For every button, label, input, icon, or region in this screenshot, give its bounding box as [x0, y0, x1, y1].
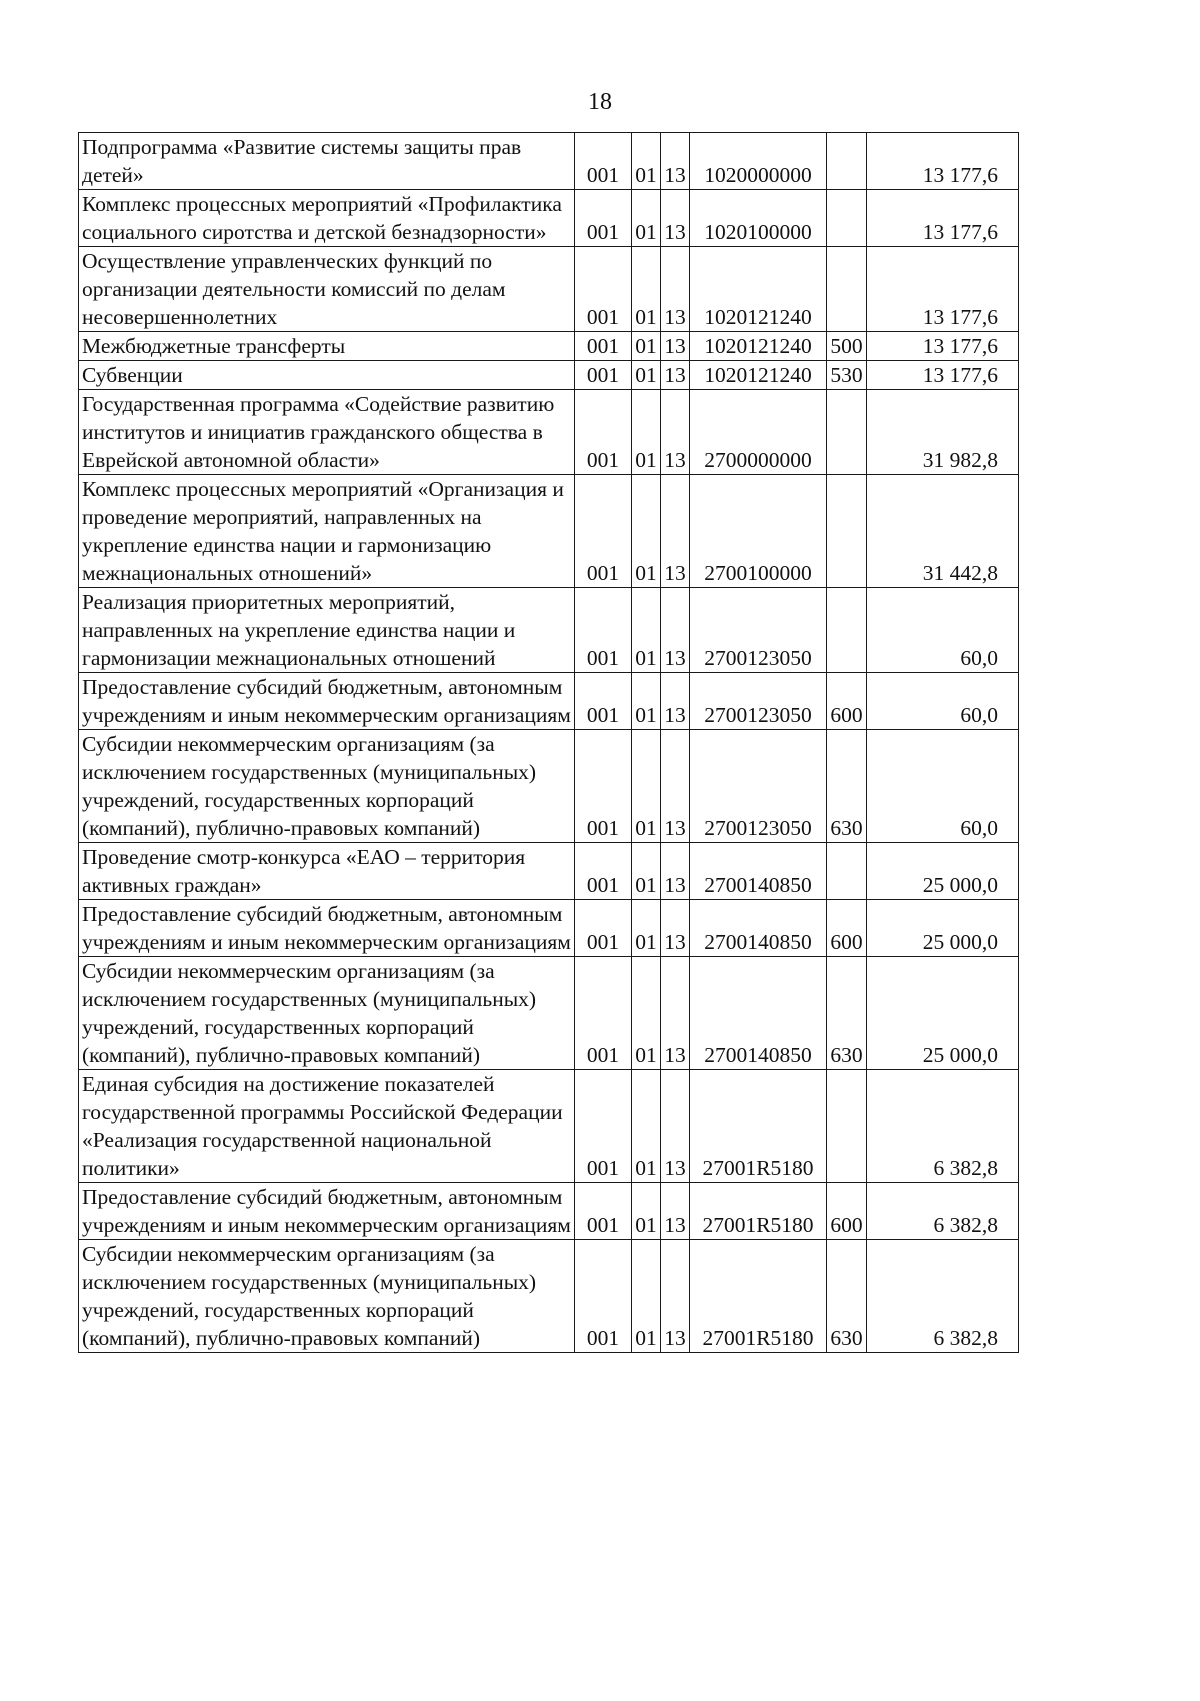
row-amount: 6 382,8: [867, 1240, 1019, 1353]
row-amount: 13 177,6: [867, 190, 1019, 247]
row-expense-type: [827, 190, 867, 247]
row-amount: 13 177,6: [867, 247, 1019, 332]
row-amount: 13 177,6: [867, 361, 1019, 390]
row-amount: 6 382,8: [867, 1070, 1019, 1183]
row-section-code: 01: [632, 332, 661, 361]
row-expense-type: 600: [827, 1183, 867, 1240]
table-row: [79, 843, 1019, 900]
table-row: [79, 900, 1019, 957]
row-target-article: 1020121240: [690, 361, 827, 390]
budget-table: [78, 132, 1019, 1353]
row-subsection-code: 13: [661, 390, 690, 475]
row-name: Государственная программа «Содействие развитию институтов и инициатив гражданского общества в Еврейской автономной области»: [79, 390, 575, 475]
row-section-code: 01: [632, 247, 661, 332]
row-target-article: 27001R5180: [690, 1183, 827, 1240]
row-subsection-code: 13: [661, 588, 690, 673]
table-row: [79, 475, 1019, 588]
row-target-article: 1020100000: [690, 190, 827, 247]
row-subsection-code: 13: [661, 190, 690, 247]
row-name: Комплекс процессных мероприятий «Организация и проведение мероприятий, направленных на укрепление единства нации и гармонизацию межнациональных отношений»: [79, 475, 575, 588]
row-name: Субсидии некоммерческим организациям (за исключением государственных (муниципальных) учреждений, государственных корпораций (компаний), публично-правовых компаний): [79, 1240, 575, 1353]
row-target-article: 2700140850: [690, 957, 827, 1070]
row-subsection-code: 13: [661, 1240, 690, 1353]
row-name: Реализация приоритетных мероприятий, направленных на укрепление единства нации и гармонизации межнациональных отношений: [79, 588, 575, 673]
row-subsection-code: 13: [661, 247, 690, 332]
row-amount: 31 982,8: [867, 390, 1019, 475]
row-expense-type: [827, 475, 867, 588]
row-subsection-code: 13: [661, 133, 690, 190]
page-number: 18: [588, 89, 612, 115]
row-ved-code: 001: [575, 843, 632, 900]
row-target-article: 2700100000: [690, 475, 827, 588]
row-name: Единая субсидия на достижение показателей государственной программы Российской Федерации «Реализация государственной национальной политики»: [79, 1070, 575, 1183]
row-target-article: 1020121240: [690, 247, 827, 332]
row-target-article: 2700123050: [690, 673, 827, 730]
row-amount: 25 000,0: [867, 957, 1019, 1070]
row-ved-code: 001: [575, 957, 632, 1070]
row-expense-type: 630: [827, 730, 867, 843]
row-ved-code: 001: [575, 475, 632, 588]
row-amount: 25 000,0: [867, 843, 1019, 900]
row-subsection-code: 13: [661, 730, 690, 843]
row-subsection-code: 13: [661, 361, 690, 390]
row-subsection-code: 13: [661, 1183, 690, 1240]
row-ved-code: 001: [575, 673, 632, 730]
row-subsection-code: 13: [661, 1070, 690, 1183]
row-section-code: 01: [632, 957, 661, 1070]
row-ved-code: 001: [575, 1240, 632, 1353]
row-expense-type: [827, 247, 867, 332]
row-expense-type: [827, 133, 867, 190]
row-ved-code: 001: [575, 133, 632, 190]
table-row: [79, 588, 1019, 673]
row-amount: 13 177,6: [867, 332, 1019, 361]
row-name: Осуществление управленческих функций по организации деятельности комиссий по делам несовершеннолетних: [79, 247, 575, 332]
row-ved-code: 001: [575, 247, 632, 332]
table-row: [79, 673, 1019, 730]
row-name: Предоставление субсидий бюджетным, автономным учреждениям и иным некоммерческим организациям: [79, 1183, 575, 1240]
table-body: [79, 133, 1019, 1353]
row-ved-code: 001: [575, 1070, 632, 1183]
row-target-article: 2700000000: [690, 390, 827, 475]
row-target-article: 2700140850: [690, 843, 827, 900]
table-row: [79, 957, 1019, 1070]
table-row: [79, 361, 1019, 390]
row-ved-code: 001: [575, 361, 632, 390]
row-subsection-code: 13: [661, 900, 690, 957]
row-amount: 60,0: [867, 730, 1019, 843]
row-expense-type: 600: [827, 673, 867, 730]
row-expense-type: 630: [827, 957, 867, 1070]
row-section-code: 01: [632, 390, 661, 475]
table-row: [79, 1070, 1019, 1183]
row-section-code: 01: [632, 475, 661, 588]
row-name: Подпрограмма «Развитие системы защиты прав детей»: [79, 133, 575, 190]
row-name: Комплекс процессных мероприятий «Профилактика социального сиротства и детской безнадзорности»: [79, 190, 575, 247]
table-row: [79, 730, 1019, 843]
row-ved-code: 001: [575, 1183, 632, 1240]
table-row: [79, 247, 1019, 332]
row-section-code: 01: [632, 673, 661, 730]
row-target-article: 1020000000: [690, 133, 827, 190]
row-name: Проведение смотр-конкурса «ЕАО – территория активных граждан»: [79, 843, 575, 900]
row-expense-type: 500: [827, 332, 867, 361]
row-ved-code: 001: [575, 190, 632, 247]
row-amount: 60,0: [867, 588, 1019, 673]
row-amount: 6 382,8: [867, 1183, 1019, 1240]
row-expense-type: 600: [827, 900, 867, 957]
row-name: Предоставление субсидий бюджетным, автономным учреждениям и иным некоммерческим организациям: [79, 900, 575, 957]
row-section-code: 01: [632, 1070, 661, 1183]
row-target-article: 2700123050: [690, 588, 827, 673]
table-row: [79, 133, 1019, 190]
row-section-code: 01: [632, 190, 661, 247]
table-row: [79, 190, 1019, 247]
row-section-code: 01: [632, 361, 661, 390]
table-row: [79, 1240, 1019, 1353]
row-section-code: 01: [632, 1183, 661, 1240]
row-expense-type: 630: [827, 1240, 867, 1353]
row-target-article: 2700123050: [690, 730, 827, 843]
row-name: Субсидии некоммерческим организациям (за исключением государственных (муниципальных) учреждений, государственных корпораций (компаний), публично-правовых компаний): [79, 730, 575, 843]
row-name: Субсидии некоммерческим организациям (за исключением государственных (муниципальных) учреждений, государственных корпораций (компаний), публично-правовых компаний): [79, 957, 575, 1070]
row-target-article: 27001R5180: [690, 1070, 827, 1183]
row-section-code: 01: [632, 730, 661, 843]
row-subsection-code: 13: [661, 843, 690, 900]
row-expense-type: [827, 588, 867, 673]
row-subsection-code: 13: [661, 475, 690, 588]
row-section-code: 01: [632, 588, 661, 673]
row-amount: 13 177,6: [867, 133, 1019, 190]
row-subsection-code: 13: [661, 957, 690, 1070]
row-section-code: 01: [632, 843, 661, 900]
table-row: [79, 332, 1019, 361]
row-amount: 31 442,8: [867, 475, 1019, 588]
row-expense-type: [827, 843, 867, 900]
row-expense-type: [827, 1070, 867, 1183]
row-name: Межбюджетные трансферты: [79, 332, 575, 361]
row-ved-code: 001: [575, 332, 632, 361]
row-ved-code: 001: [575, 390, 632, 475]
row-subsection-code: 13: [661, 332, 690, 361]
row-expense-type: [827, 390, 867, 475]
row-section-code: 01: [632, 133, 661, 190]
table-row: [79, 390, 1019, 475]
row-target-article: 2700140850: [690, 900, 827, 957]
row-subsection-code: 13: [661, 673, 690, 730]
row-section-code: 01: [632, 1240, 661, 1353]
row-section-code: 01: [632, 900, 661, 957]
row-ved-code: 001: [575, 900, 632, 957]
row-amount: 60,0: [867, 673, 1019, 730]
row-expense-type: 530: [827, 361, 867, 390]
row-amount: 25 000,0: [867, 900, 1019, 957]
row-ved-code: 001: [575, 730, 632, 843]
table-row: [79, 1183, 1019, 1240]
row-name: Субвенции: [79, 361, 575, 390]
row-name: Предоставление субсидий бюджетным, автономным учреждениям и иным некоммерческим организациям: [79, 673, 575, 730]
row-ved-code: 001: [575, 588, 632, 673]
row-target-article: 27001R5180: [690, 1240, 827, 1353]
row-target-article: 1020121240: [690, 332, 827, 361]
